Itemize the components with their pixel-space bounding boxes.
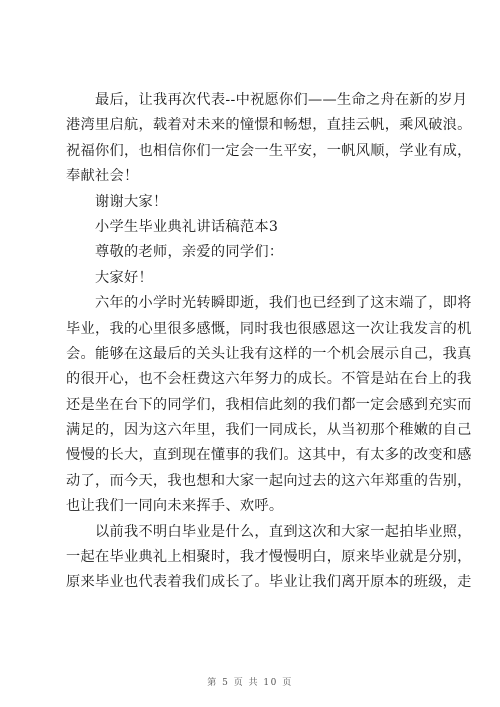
text-line: 会。能够在这最后的关头让我有这样的一个机会展示自己，我真 xyxy=(66,345,472,362)
text-line: 尊敬的老师，亲爱的同学们： xyxy=(95,244,284,261)
text-line: 一起在毕业典礼上相聚时，我才慢慢明白，原来毕业就是分别， xyxy=(66,549,472,566)
text-line: 毕业，我的心里很多感慨，同时我也很感恩这一次让我发言的机 xyxy=(66,320,472,337)
page-footer: 第 5 页 共 10 页 xyxy=(207,678,293,688)
text-line: 港湾里启航，载着对未来的憧憬和畅想，直挂云帆，乘风破浪。 xyxy=(66,117,472,134)
text-line: 的很开心，也不会枉费这六年努力的成长。不管是站在台上的我 xyxy=(66,371,472,388)
text-line: 大家好！ xyxy=(95,269,153,286)
text-line: 动了，而今天，我也想和大家一起向过去的这六年郑重的告别， xyxy=(66,472,472,489)
text-line: 小学生毕业典礼讲话稿范本3 xyxy=(95,218,279,235)
text-line: 谢谢大家！ xyxy=(95,193,168,210)
text-line: 满足的，因为这六年里，我们一同成长，从当初那个稚嫩的自己 xyxy=(66,422,472,439)
document-body xyxy=(66,88,472,596)
text-line: 原来毕业也代表着我们成长了。毕业让我们离开原本的班级，走 xyxy=(66,574,472,591)
text-line: 还是坐在台下的同学们，我相信此刻的我们都一定会感到充实而 xyxy=(66,396,472,413)
text-line: 最后，让我再次代表--中祝愿你们——生命之舟在新的岁月 xyxy=(95,92,468,108)
text-line: 慢慢的长大，直到现在懂事的我们。这其中，有太多的改变和感 xyxy=(66,447,472,464)
text-line: 也让我们一同向未来挥手、欢呼。 xyxy=(66,498,284,515)
text-line: 祝福你们，也相信你们一定会一生平安，一帆风顺，学业有成， xyxy=(66,142,472,159)
text-line: 奉献社会！ xyxy=(66,168,139,185)
text-line: 六年的小学时光转瞬即逝，我们也已经到了这末端了，即将 xyxy=(95,295,472,312)
text-line: 以前我不明白毕业是什么，直到这次和大家一起拍毕业照， xyxy=(95,523,472,540)
